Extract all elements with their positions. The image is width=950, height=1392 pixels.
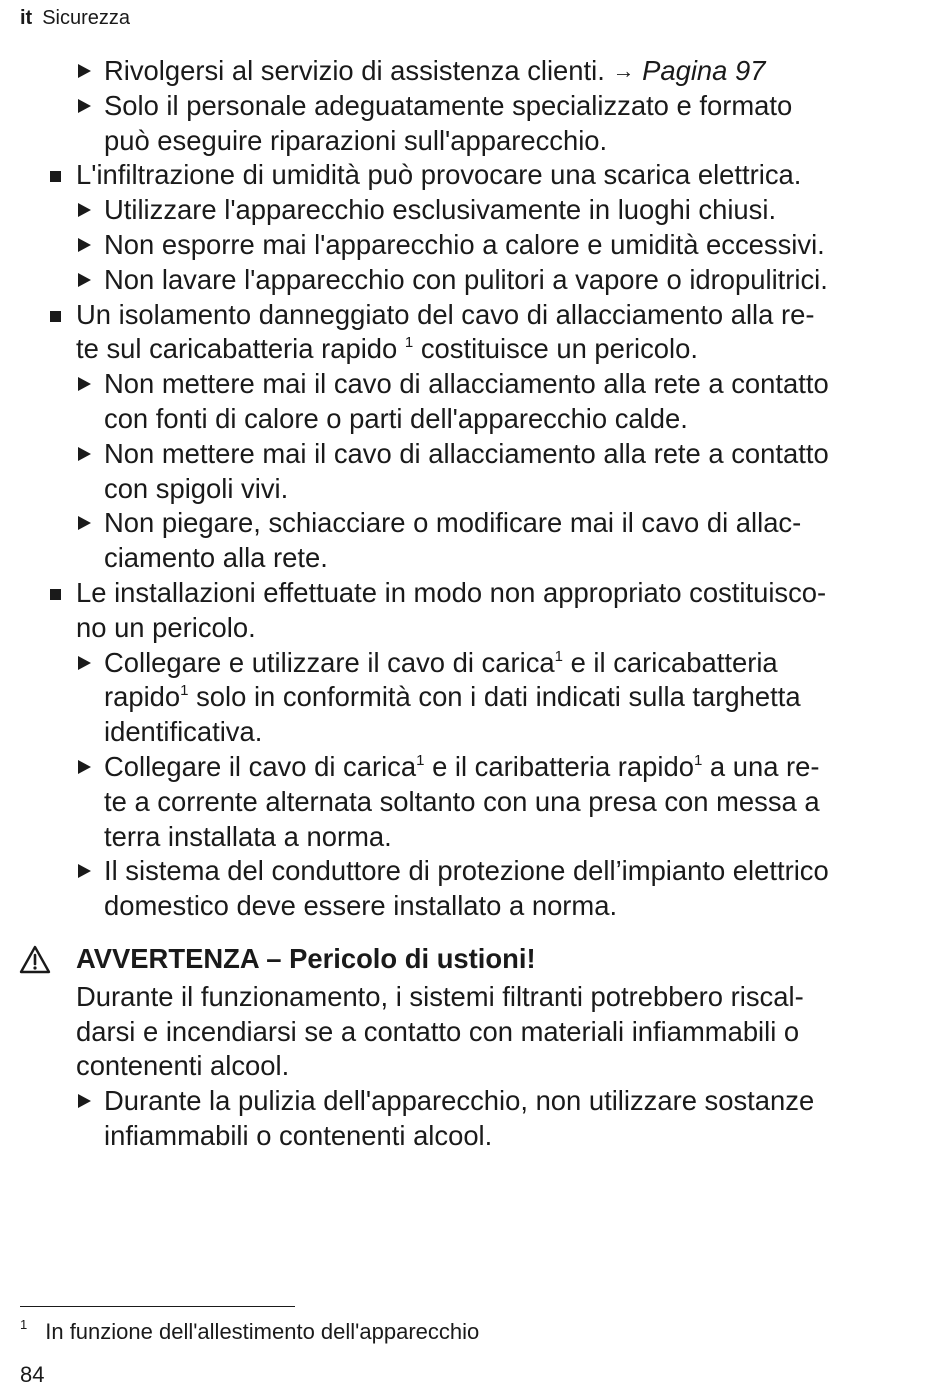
square-bullet-icon — [50, 589, 61, 600]
page-number: 84 — [20, 1362, 45, 1387]
instruction-continuation: rapido$^1$ solo in conformità con i dati indicati sulla targhetta — [104, 681, 801, 713]
warning-heading — [0, 942, 950, 980]
instruction-item: Non lavare l'apparecchio con pulitori a vapore o idropulitrici. — [0, 263, 950, 298]
arrow-bullet-icon — [78, 99, 91, 113]
page-reference-link[interactable]: Pagina 97 — [642, 55, 766, 86]
arrow-bullet-icon — [78, 64, 91, 78]
arrow-bullet-icon — [78, 1094, 91, 1108]
footnote-marker: 1 — [404, 334, 414, 352]
instruction-item: Non esporre mai l'apparecchio a calore e umidità eccessivi. — [0, 228, 950, 263]
instruction-continuation: infiammabili o contenenti alcool. — [104, 1119, 493, 1151]
instruction-item: Rivolgersi al servizio di assistenza clienti. → Pagina 97 — [0, 54, 950, 89]
instruction-continuation: con fonti di calore o parti dell'apparecchio calde. — [104, 402, 688, 434]
instruction-item: Il sistema del conduttore di protezione dell’impianto elettrico — [0, 854, 950, 889]
reference-arrow-icon: → — [612, 58, 635, 83]
arrow-bullet-icon — [78, 377, 91, 391]
arrow-bullet-icon — [78, 516, 91, 530]
warning-text: Durante il funzionamento, i sistemi filtranti potrebbero riscal- — [76, 980, 804, 1012]
hazard-item: Un isolamento danneggiato del cavo di allacciamento alla re- — [0, 298, 950, 333]
warning-title: AVVERTENZA – Pericolo di ustioni! — [76, 942, 536, 974]
footnote — [20, 1318, 479, 1349]
instruction-item: Utilizzare l'apparecchio esclusivamente in luoghi chiusi. — [0, 193, 950, 228]
square-bullet-icon — [50, 311, 61, 322]
section-title: Sicurezza — [42, 7, 131, 29]
warning-text: darsi e incendiarsi se a contatto con materiali infiammabili o — [76, 1015, 800, 1047]
hazard-continuation: no un pericolo. — [76, 611, 256, 643]
square-bullet-icon — [50, 171, 61, 182]
footnote-marker: 1 — [554, 647, 563, 665]
footnote-marker: 1 — [180, 682, 189, 700]
instruction-continuation: te a corrente alternata soltanto con una presa con messa a — [104, 785, 820, 817]
safety-content — [0, 54, 950, 1154]
instruction-item: Non piegare, schiacciare o modificare mai il cavo di allac- — [0, 506, 950, 541]
instruction-continuation: può eseguire riparazioni sull'apparecchio. — [104, 124, 608, 156]
footnote-text: In funzione dell'allestimento dell'apparecchio — [45, 1319, 480, 1344]
instruction-continuation: identificativa. — [104, 716, 263, 748]
page-header — [20, 5, 130, 31]
arrow-bullet-icon — [78, 864, 91, 878]
warning-text: contenenti alcool. — [76, 1050, 290, 1082]
footnote-number: 1 — [20, 1317, 28, 1332]
footnote-marker: 1 — [693, 751, 703, 769]
instruction-item: Solo il personale adeguatamente specializzato e formato — [0, 89, 950, 124]
instruction-item: Collegare il cavo di carica$^1$ e il caribatteria rapido$^1$ a una re- — [0, 750, 950, 785]
arrow-bullet-icon — [78, 656, 91, 670]
hazard-item: Le installazioni effettuate in modo non appropriato costituisco- — [0, 576, 950, 611]
instruction-item: Non mettere mai il cavo di allacciamento alla rete a contatto — [0, 437, 950, 472]
instruction-continuation: terra installata a norma. — [104, 820, 392, 852]
footnote-marker: 1 — [416, 751, 425, 769]
spacer — [0, 924, 950, 945]
instruction-item: Collegare e utilizzare il cavo di carica$^1$ e il caricabatteria — [0, 646, 950, 681]
arrow-bullet-icon — [78, 273, 91, 287]
arrow-bullet-icon — [78, 447, 91, 461]
hazard-continuation: te sul caricabatteria rapido $^1$ costituisce un pericolo. — [76, 333, 698, 365]
instruction-continuation: domestico deve essere installato a norma. — [104, 890, 618, 922]
arrow-bullet-icon — [78, 203, 91, 217]
language-code: it — [20, 7, 33, 29]
arrow-bullet-icon — [78, 760, 91, 774]
instruction-item: Non mettere mai il cavo di allacciamento alla rete a contatto — [0, 367, 950, 402]
hazard-item: L'infiltrazione di umidità può provocare una scarica elettrica. — [0, 158, 950, 193]
instruction-continuation: ciamento alla rete. — [104, 542, 328, 574]
warning-triangle-icon — [19, 945, 51, 975]
footnote-divider — [20, 1306, 295, 1307]
arrow-bullet-icon — [78, 238, 91, 252]
instruction-item: Durante la pulizia dell'apparecchio, non utilizzare sostanze — [0, 1084, 950, 1119]
instruction-continuation: con spigoli vivi. — [104, 472, 289, 504]
